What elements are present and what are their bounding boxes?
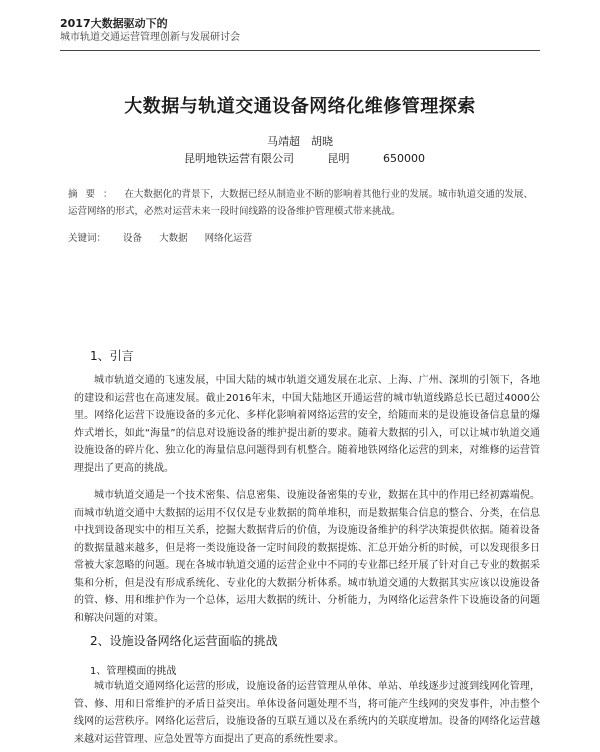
section-1-paragraph-1: 城市轨道交通的飞速发展，中国大陆的城市轨道交通发展在北京、上海、广州、深圳的引领下，各地的建设和运营也在高速发展。截止2016年末，中国大陆地区开通运营的城市轨道线路总长已超过4000公里。网络化运营下设施设备的多元化、多样化影响着网络运营的安全，给随而来的是设施设备信息量的爆炸式增长，如此“海量”的信息对设施设备的维护提出新的要求。随着大数据的引入，可以让城市轨道交通设施设备的碎片化、独立化的海量信息问题得到有机整合。随着地铁网络化运营的到来，对维修的运营管理提出了更高的挑战。 [74, 375, 540, 474]
header-line-2: 城市轨道交通运营管理创新与发展研讨会 [60, 32, 240, 43]
abstract-text: 在大数据化的背景下，大数据已经从制造业不断的影响着其他行业的发展。城市轨道交通的发展、运营网络的形式，必然对运营未来一段时间线路的设备维护管理模式带来挑战。 [68, 189, 534, 217]
section-2-paragraph-1: 城市轨道交通网络化运营的形成，设施设备的运营管理从单体、单站、单线逐步过渡到线网化管理，管、修、用和日常维护的矛盾日益突出。单体设备问题处理不当，将可能产生线网的突发事件，冲击整个线网的运营秩序。网络化运营后，设施设备的互联互通以及在系统内的关联度增加。设备的网络化运营越来越对运营管理、应急处置等方面提出了更高的系统性要求。 [74, 681, 540, 745]
keyword: 网络化运营 [204, 233, 253, 244]
section-1-heading: 1、引言 [90, 349, 134, 363]
keyword: 设备 [123, 233, 143, 244]
running-header [60, 16, 540, 44]
paper-title: 大数据与轨道交通设备网络化维修管理探索 [124, 96, 476, 117]
paper-authors: 马靖超 胡晓 [267, 135, 333, 148]
keywords [68, 230, 538, 244]
abstract-label: 摘要： [68, 189, 121, 200]
header-rule [60, 50, 540, 51]
section-1-paragraph-2: 城市轨道交通是一个技术密集、信息密集、设施设备密集的专业，数据在其中的作用已经初露端倪。而城市轨道交通中大数据的运用不仅仅是专业数据的简单堆积，而是数据集合信息的整合、分类，在信息中找到设备现实中的相互关系，挖掘大数据背后的价值，为设施设备维护的科学决策提供依据。随着设备的数据量越来越多，但是将一类设施设备一定时间段的数据提炼、汇总开始分析的时候，可以发现很多日常被大家忽略的问题。现在各城市轨道交通的运营企业中不同的专业都已经开展了针对自己专业的数据采集和分析，但是没有形成系统化、专业化的大数据分析体系。城市轨道交通的大数据其实应该以设施设备的管、修、用和维护作为一个总体，运用大数据的统计、分析能力，为网络化运营条件下设施设备的问题和解决问题的对策。 [74, 490, 540, 624]
keyword: 大数据 [159, 233, 188, 244]
affiliation-org: 昆明地铁运营有限公司 [184, 152, 294, 165]
affiliation [184, 150, 455, 166]
affiliation-city: 昆明 [327, 152, 350, 165]
keywords-label: 关键词： [68, 233, 107, 244]
affiliation-zip: 650000 [383, 152, 425, 165]
section-2-heading: 2、设施设备网络化运营面临的挑战 [90, 634, 278, 648]
header-line-1: 2017大数据驱动下的 [60, 17, 168, 30]
section-2-subheading: 1、管理模面的挑战 [90, 666, 177, 677]
abstract [68, 186, 538, 220]
